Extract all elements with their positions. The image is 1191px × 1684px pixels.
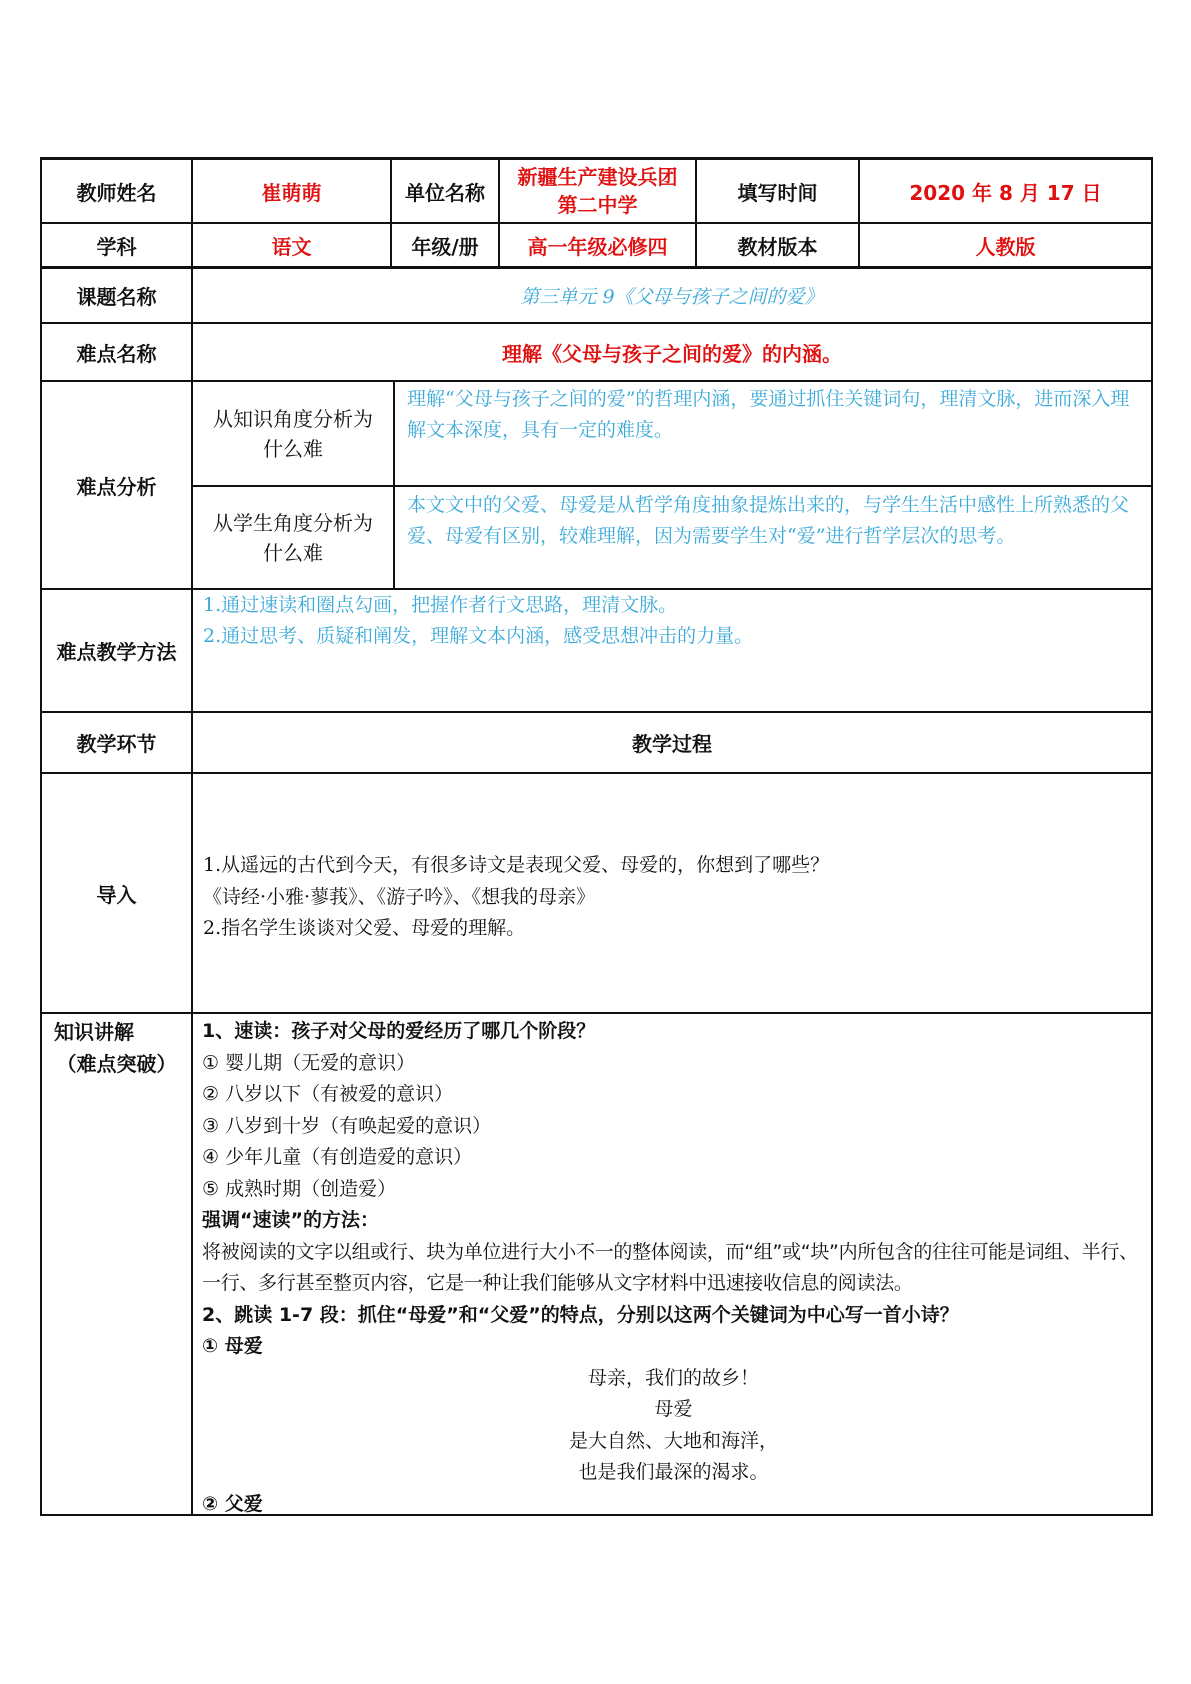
father-love-title: ② 父爱 [202,1492,263,1515]
knowledge-label [42,1014,191,1514]
time-value: 2020 年 8 月 17 日 [909,180,1102,205]
analysis-label: 难点分析 [76,474,157,499]
question-1: 1、速读：孩子对父母的爱经历了哪几个阶段？ [202,1020,596,1042]
unit-value-line2: 第二中学 [557,193,638,217]
grade-label: 年级/册 [411,234,479,259]
poem-line: 也是我们最深的渴求。 [578,1461,769,1483]
intro-label: 导入 [96,882,137,907]
edition-label: 教材版本 [737,234,818,259]
edition-value: 人教版 [975,234,1036,259]
poem-line: 母爱 [654,1398,693,1420]
intro-line: 2.指名学生谈谈对父爱、母爱的理解。 [203,917,526,939]
knowledge-content [193,1014,1151,1514]
poem-line: 母亲，我们的故乡！ [587,1366,759,1389]
knowledge-label-line2: （难点突破） [56,1052,177,1076]
intro-line: 1.从遥远的古代到今天，有很多诗文是表现父爱、母爱的，你想到了哪些？ [203,854,830,876]
unit-label: 单位名称 [405,180,485,205]
knowledge-label-line1: 知识讲解 [54,1020,134,1044]
unit-value [500,160,695,222]
stage-item: ① 婴儿期（无爱的意识） [202,1051,416,1074]
poem [202,1363,1145,1489]
teacher-label: 教师姓名 [76,180,157,205]
question-2: 2、跳读 1-7 段：抓住“母爱”和“父爱”的特点，分别以这两个关键词为中心写一首小诗？ [202,1303,959,1326]
student-angle-text: 本文文中的父爱、母爱是从哲学角度抽象提炼出来的，与学生生活中感性上所熟悉的父爱、母爱有区别，较难理解，因为需要学生对“爱”进行哲学层次的思考。 [407,494,1130,547]
mother-love-title: ① 母爱 [202,1335,263,1357]
difficulty-label: 难点名称 [76,341,157,366]
process-label: 教学过程 [632,732,712,756]
unit-value-line1: 新疆生产建设兵团 [517,165,678,189]
method-item: 2.通过思考、质疑和阐发，理解文本内涵，感受思想冲击的力量。 [203,625,754,647]
student-angle-line2: 什么难 [263,540,323,565]
subject-label: 学科 [96,234,137,259]
teacher-value: 崔萌萌 [261,180,322,205]
poem-line: 是大自然、大地和海洋， [568,1429,778,1452]
method-item: 1.通过速读和圈点勾画，把握作者行文思路，理清文脉。 [203,594,678,616]
stage-item: ④ 少年儿童（有创造爱的意识） [202,1146,473,1168]
subject-value: 语文 [271,234,312,259]
intro-line: 《诗经·小雅·蓼莪》、《游子吟》、《想我的母亲》 [203,885,596,908]
method-text: 将被阅读的文字以组或行、块为单位进行大小不一的整体阅读，而“组”或“块”内所包含的往往可能是词组、半行、一行、多行甚至整页内容，它是一种让我们能够从文字材料中迅速接收信息的阅读法。 [202,1240,1138,1294]
knowledge-angle-label [193,382,393,485]
stage-item: ② 八岁以下（有被爱的意识） [202,1083,454,1105]
topic-value: 第三单元 9《父母与孩子之间的爱》 [520,286,824,308]
method-list [193,590,1151,711]
stage-item: ⑤ 成熟时期（创造爱） [202,1177,397,1200]
student-angle-label [193,487,393,588]
stage-item: ③ 八岁到十岁（有唤起爱的意识） [202,1114,492,1137]
difficulty-value: 理解《父母与孩子之间的爱》的内涵。 [502,341,842,366]
intro-content [193,774,1151,1012]
time-label: 填写时间 [737,180,818,205]
knowledge-angle-line2: 什么难 [263,436,323,461]
knowledge-angle-text: 理解“父母与孩子之间的爱”的哲理内涵，要通过抓住关键词句，理清文脉，进而深入理解文本深度，具有一定的难度。 [407,388,1130,441]
topic-label: 课题名称 [76,285,157,309]
knowledge-angle-line1: 从知识角度分析为 [213,406,373,431]
student-angle-line1: 从学生角度分析为 [213,510,373,535]
method-label: 难点教学方法 [56,640,177,664]
grade-value: 高一年级必修四 [527,234,668,259]
process-stage-label: 教学环节 [76,732,157,756]
method-title: 强调“速读”的方法： [202,1209,379,1231]
